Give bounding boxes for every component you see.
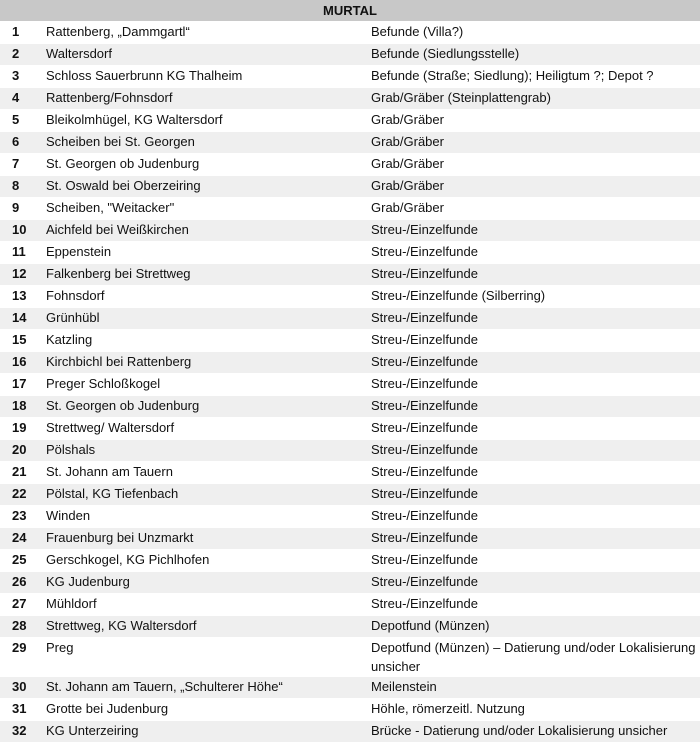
row-number: 7 [0, 154, 40, 176]
site-name: KG Unterzeiring [40, 721, 365, 743]
table-row [0, 220, 700, 242]
site-name: St. Johann am Tauern, „Schulterer Höhe“ [40, 677, 365, 699]
find-type: Streu-/Einzelfunde [365, 550, 700, 572]
find-type: Streu-/Einzelfunde [365, 396, 700, 418]
table-row [0, 132, 700, 154]
site-name: Katzling [40, 330, 365, 352]
site-name: St. Oswald bei Oberzeiring [40, 176, 365, 198]
site-name: Rattenberg, „Dammgartl“ [40, 22, 365, 44]
row-number: 31 [0, 699, 40, 721]
row-number: 16 [0, 352, 40, 374]
site-name: Pölstal, KG Tiefenbach [40, 484, 365, 506]
table-row [0, 638, 700, 677]
find-type: Streu-/Einzelfunde [365, 594, 700, 616]
find-type: Grab/Gräber (Steinplattengrab) [365, 88, 700, 110]
site-name: Eppenstein [40, 242, 365, 264]
site-name: St. Johann am Tauern [40, 462, 365, 484]
find-type: Streu-/Einzelfunde [365, 418, 700, 440]
site-name: Grotte bei Judenburg [40, 699, 365, 721]
site-name: Preg [40, 638, 365, 677]
find-type: Streu-/Einzelfunde [365, 484, 700, 506]
site-name: Rattenberg/Fohnsdorf [40, 88, 365, 110]
row-number: 8 [0, 176, 40, 198]
find-type: Streu-/Einzelfunde [365, 330, 700, 352]
find-type: Befunde (Straße; Siedlung); Heiligtum ?; Depot ? [365, 66, 700, 88]
site-name: Schloss Sauerbrunn KG Thalheim [40, 66, 365, 88]
table-row [0, 396, 700, 418]
row-number: 2 [0, 44, 40, 66]
site-name: Mühldorf [40, 594, 365, 616]
find-type: Grab/Gräber [365, 176, 700, 198]
site-name: Gerschkogel, KG Pichlhofen [40, 550, 365, 572]
row-number: 14 [0, 308, 40, 330]
row-number: 20 [0, 440, 40, 462]
row-number: 18 [0, 396, 40, 418]
site-name: Winden [40, 506, 365, 528]
find-type: Brücke - Datierung und/oder Lokalisierung unsicher [365, 721, 700, 743]
site-name: Pölshals [40, 440, 365, 462]
row-number: 17 [0, 374, 40, 396]
find-type: Streu-/Einzelfunde [365, 506, 700, 528]
table-row [0, 330, 700, 352]
site-name: Strettweg, KG Waltersdorf [40, 616, 365, 638]
table-row [0, 198, 700, 220]
table-row [0, 44, 700, 66]
site-name: Frauenburg bei Unzmarkt [40, 528, 365, 550]
row-number: 3 [0, 66, 40, 88]
table-row [0, 242, 700, 264]
table-row [0, 506, 700, 528]
table-row [0, 176, 700, 198]
site-name: Falkenberg bei Strettweg [40, 264, 365, 286]
site-name: Fohnsdorf [40, 286, 365, 308]
row-number: 1 [0, 22, 40, 44]
find-type: Streu-/Einzelfunde [365, 440, 700, 462]
find-type: Depotfund (Münzen) [365, 616, 700, 638]
row-number: 28 [0, 616, 40, 638]
table-row [0, 550, 700, 572]
find-type: Grab/Gräber [365, 110, 700, 132]
find-type: Streu-/Einzelfunde (Silberring) [365, 286, 700, 308]
row-number: 21 [0, 462, 40, 484]
row-number: 27 [0, 594, 40, 616]
table-row [0, 616, 700, 638]
find-type: Streu-/Einzelfunde [365, 528, 700, 550]
table-row [0, 308, 700, 330]
row-number: 12 [0, 264, 40, 286]
find-type: Grab/Gräber [365, 154, 700, 176]
row-number: 29 [0, 638, 40, 677]
row-number: 6 [0, 132, 40, 154]
row-number: 32 [0, 721, 40, 743]
site-name: Bleikolmhügel, KG Waltersdorf [40, 110, 365, 132]
table-row [0, 418, 700, 440]
find-type: Meilenstein [365, 677, 700, 699]
table-row [0, 677, 700, 699]
row-number: 23 [0, 506, 40, 528]
row-number: 13 [0, 286, 40, 308]
row-number: 5 [0, 110, 40, 132]
row-number: 30 [0, 677, 40, 699]
find-type: Streu-/Einzelfunde [365, 264, 700, 286]
site-name: St. Georgen ob Judenburg [40, 396, 365, 418]
row-number: 15 [0, 330, 40, 352]
table-row [0, 110, 700, 132]
site-name: Strettweg/ Waltersdorf [40, 418, 365, 440]
table-row [0, 352, 700, 374]
site-name: Scheiben, "Weitacker" [40, 198, 365, 220]
table-row [0, 594, 700, 616]
row-number: 4 [0, 88, 40, 110]
site-name: Aichfeld bei Weißkirchen [40, 220, 365, 242]
table-row [0, 484, 700, 506]
table-row [0, 528, 700, 550]
find-type: Streu-/Einzelfunde [365, 462, 700, 484]
table-row [0, 721, 700, 743]
row-number: 26 [0, 572, 40, 594]
find-type: Streu-/Einzelfunde [365, 220, 700, 242]
table-row [0, 66, 700, 88]
row-number: 9 [0, 198, 40, 220]
site-name: Preger Schloßkogel [40, 374, 365, 396]
find-type: Streu-/Einzelfunde [365, 308, 700, 330]
row-number: 19 [0, 418, 40, 440]
site-name: Grünhübl [40, 308, 365, 330]
site-name: KG Judenburg [40, 572, 365, 594]
table-row [0, 699, 700, 721]
row-number: 10 [0, 220, 40, 242]
find-type: Streu-/Einzelfunde [365, 572, 700, 594]
table-title: MURTAL [0, 0, 700, 22]
find-type: Befunde (Villa?) [365, 22, 700, 44]
row-number: 25 [0, 550, 40, 572]
table-body [0, 22, 700, 743]
table-row [0, 88, 700, 110]
find-type: Streu-/Einzelfunde [365, 242, 700, 264]
find-type: Befunde (Siedlungsstelle) [365, 44, 700, 66]
find-type: Streu-/Einzelfunde [365, 352, 700, 374]
table-row [0, 572, 700, 594]
find-type: Höhle, römerzeitl. Nutzung [365, 699, 700, 721]
table-row [0, 462, 700, 484]
row-number: 11 [0, 242, 40, 264]
site-name: St. Georgen ob Judenburg [40, 154, 365, 176]
site-name: Scheiben bei St. Georgen [40, 132, 365, 154]
row-number: 24 [0, 528, 40, 550]
table-row [0, 154, 700, 176]
row-number: 22 [0, 484, 40, 506]
find-type: Grab/Gräber [365, 132, 700, 154]
table-row [0, 22, 700, 44]
find-type: Depotfund (Münzen) – Datierung und/oder Lokalisierung unsicher [365, 638, 700, 677]
table-header-row [0, 0, 700, 22]
site-name: Waltersdorf [40, 44, 365, 66]
find-type: Streu-/Einzelfunde [365, 374, 700, 396]
table-row [0, 264, 700, 286]
find-type: Grab/Gräber [365, 198, 700, 220]
table-row [0, 374, 700, 396]
table-row [0, 286, 700, 308]
table-row [0, 440, 700, 462]
site-name: Kirchbichl bei Rattenberg [40, 352, 365, 374]
